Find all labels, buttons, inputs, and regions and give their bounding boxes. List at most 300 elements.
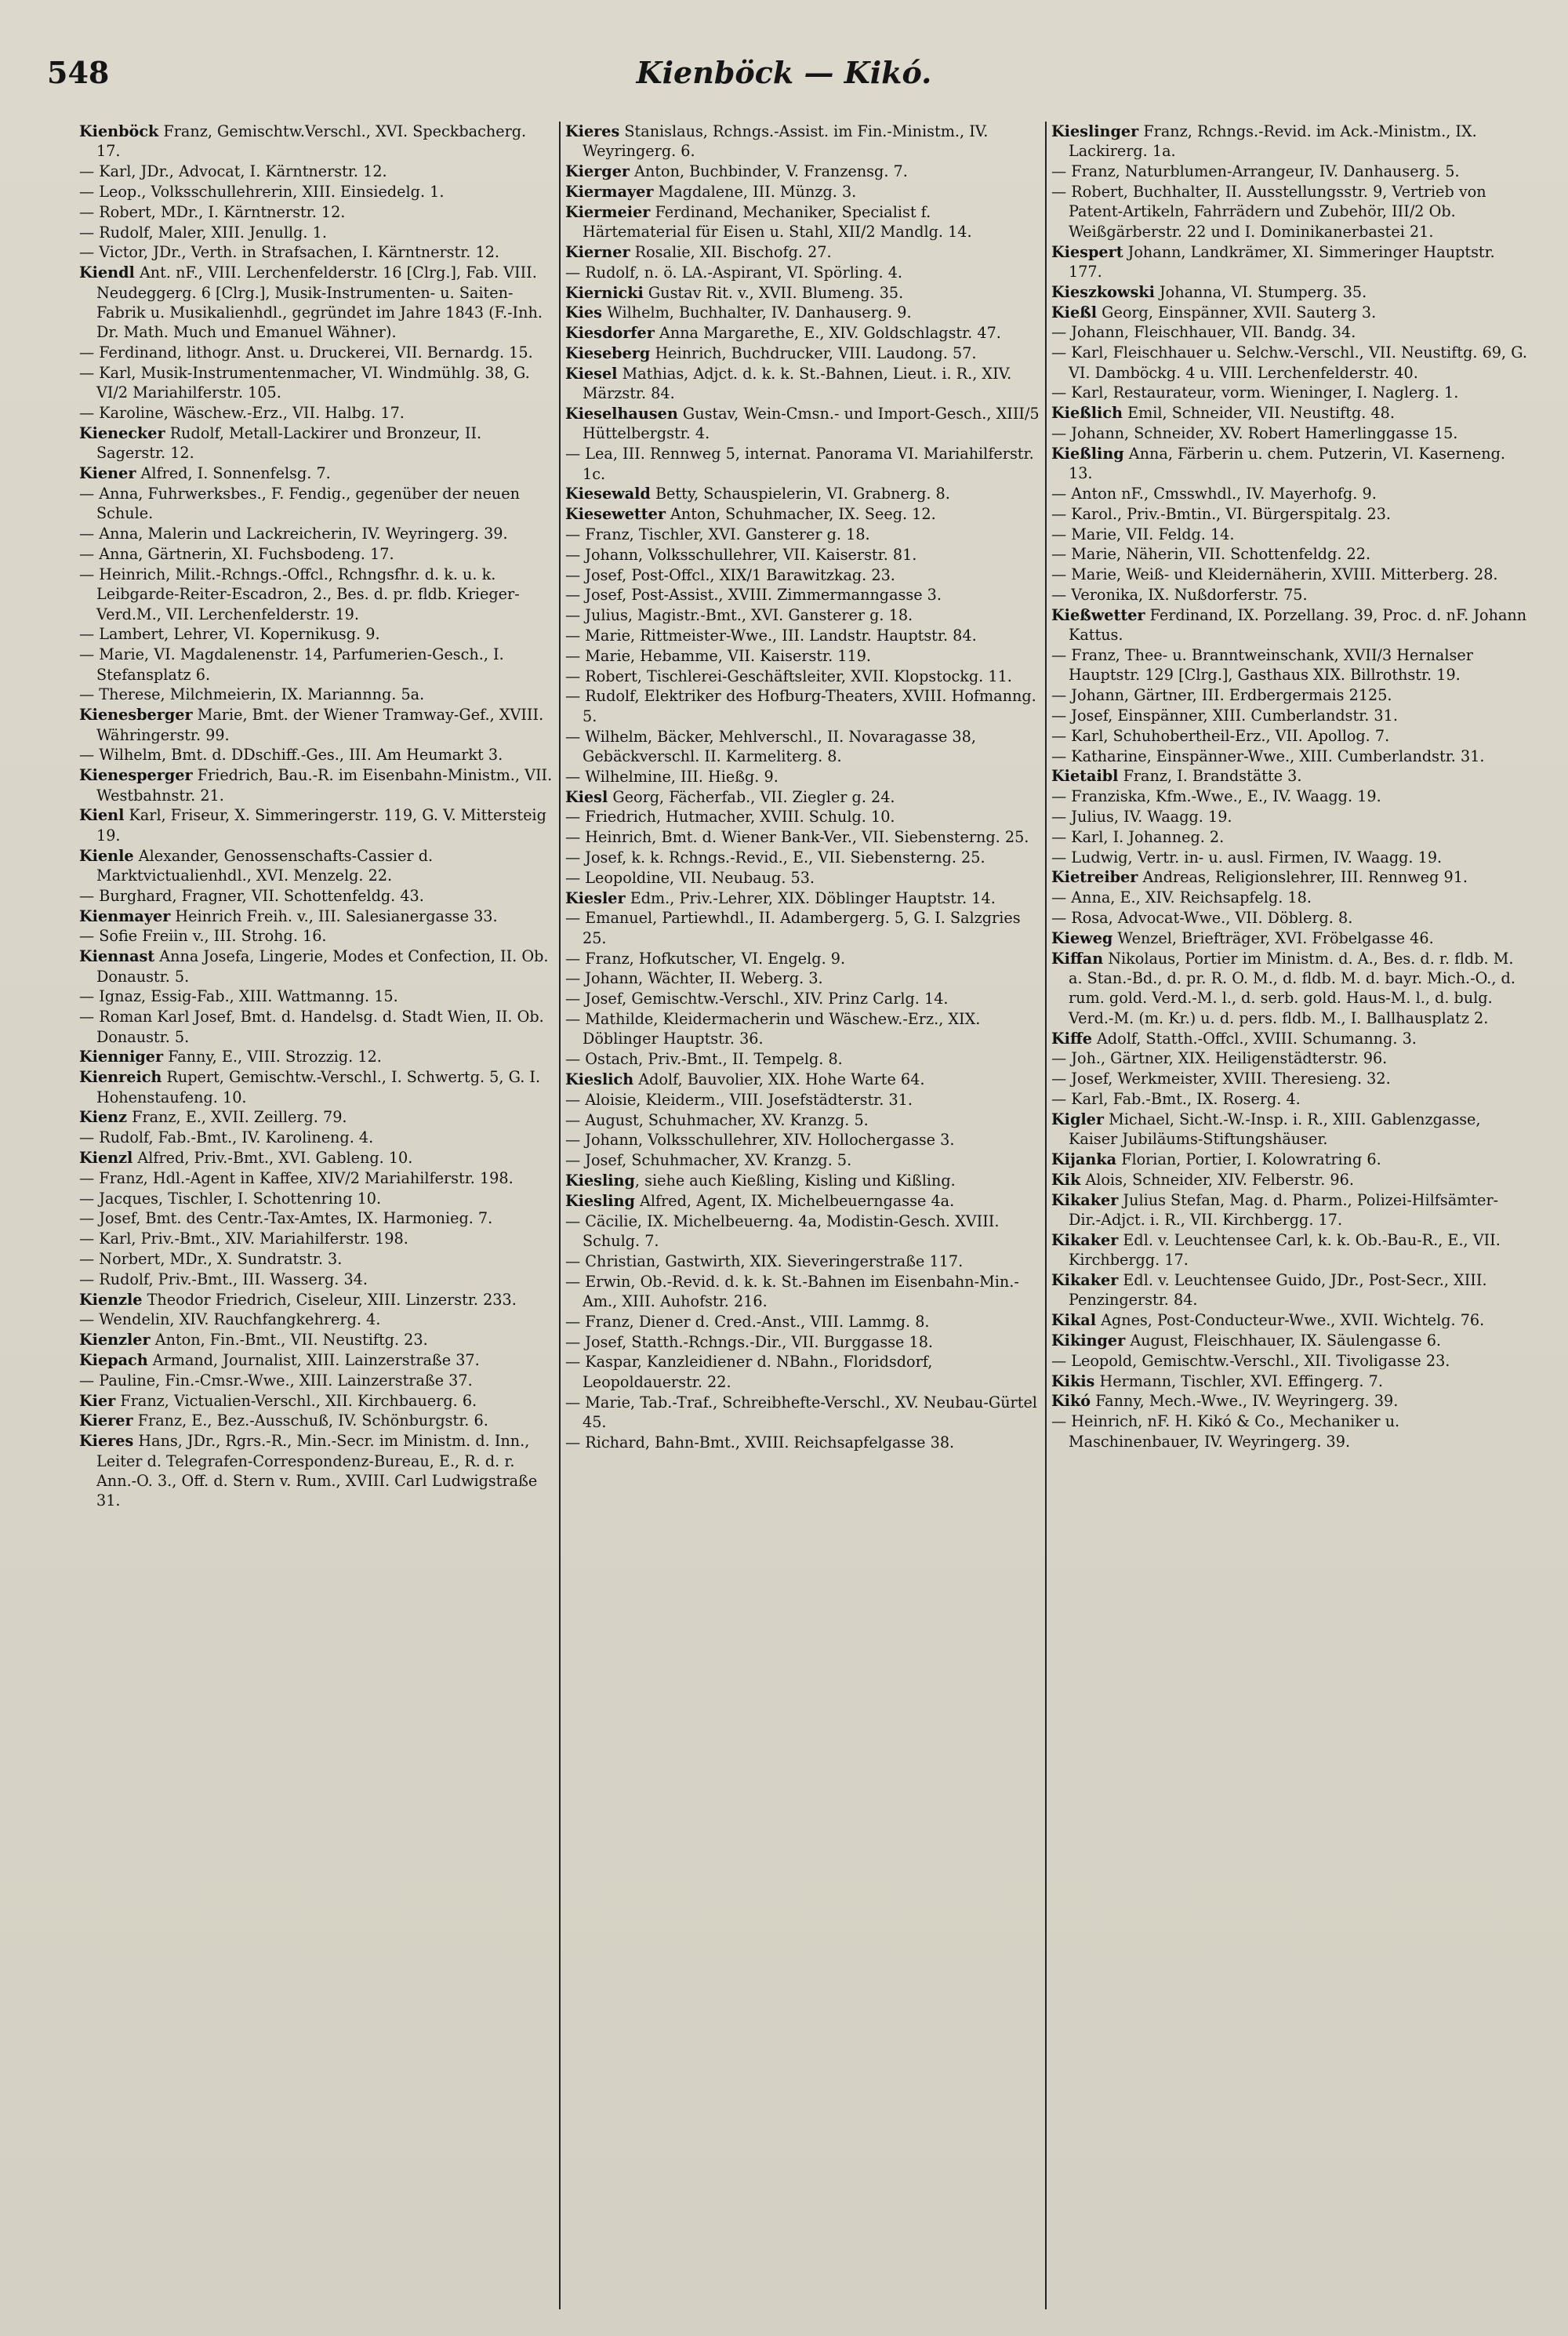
- entry-details: — Franz, Thee- u. Branntweinschank, XVII/3 Hernalser Hauptstr. 129 [Clrg.], Gasthaus XIX. Billrothstr. 19.: [1051, 645, 1473, 685]
- directory-entry: [1051, 766, 1528, 786]
- directory-entry: [565, 848, 1040, 867]
- directory-entry: [1051, 1110, 1528, 1150]
- directory-entry: [79, 805, 554, 845]
- directory-entry: [1051, 706, 1528, 725]
- directory-entry: [565, 807, 1040, 827]
- entry-details: — Marie, Rittmeister-Wwe., III. Landstr. Hauptstr. 84.: [565, 626, 977, 645]
- entry-details: — Ostach, Priv.-Bmt., II. Tempelg. 8.: [565, 1050, 843, 1069]
- directory-entry: [79, 544, 554, 564]
- entry-details: Wilhelm, Buchhalter, IV. Danhauserg. 9.: [601, 303, 912, 322]
- entry-surname: Kieselhausen: [565, 404, 678, 423]
- entry-surname: Kienesberger: [79, 706, 193, 725]
- directory-entry: [565, 605, 1040, 625]
- entry-surname: Kienesperger: [79, 766, 193, 785]
- directory-entry: [1051, 1371, 1528, 1391]
- entry-details: — Ignaz, Essig-Fab., XIII. Wattmanng. 15.: [79, 987, 398, 1006]
- entry-details: — Franz, Tischler, XVI. Gansterer g. 18.: [565, 525, 870, 543]
- entry-details: — Anna, Fuhrwerksbes., F. Fendig., gegenüber der neuen Schule.: [79, 485, 520, 523]
- entry-details: Alfred, Priv.-Bmt., XVI. Gableng. 10.: [132, 1149, 413, 1167]
- entry-surname: Kiffe: [1051, 1029, 1092, 1048]
- entry-surname: Kienl: [79, 806, 125, 825]
- directory-entry: [565, 1352, 1040, 1392]
- entry-details: Gustav, Wein-Cmsn.- und Import-Gesch., XIII/5 Hüttelbergstr. 4.: [583, 404, 1040, 443]
- entry-details: — Karl, Restaurateur, vorm. Wieninger, I. Naglerg. 1.: [1051, 383, 1459, 402]
- directory-entry: [79, 263, 554, 343]
- directory-entry: [1051, 1351, 1528, 1371]
- entry-details: Wenzel, Briefträger, XVI. Fröbelgasse 46.: [1112, 928, 1434, 947]
- entry-details: — Anna, Gärtnerin, XI. Fuchsbodeng. 17.: [79, 545, 394, 563]
- entry-columns: [74, 122, 1541, 2309]
- directory-entry: [565, 1150, 1040, 1170]
- directory-entry: [79, 484, 554, 524]
- entry-details: Mathias, Adjct. d. k. k. St.-Bahnen, Lieut. i. R., XIV. Märzstr. 84.: [583, 364, 1012, 403]
- directory-entry: [79, 906, 554, 926]
- entry-details: Theodor Friedrich, Ciseleur, XIII. Linzerstr. 233.: [142, 1290, 517, 1309]
- entry-details: Anna Josefa, Lingerie, Modes et Confection, II. Ob. Donaustr. 5.: [96, 947, 549, 986]
- directory-entry: [79, 1107, 554, 1127]
- directory-entry: [1051, 1391, 1528, 1411]
- entry-details: — Lambert, Lehrer, VI. Kopernikusg. 9.: [79, 625, 380, 644]
- entry-details: Andreas, Religionslehrer, III. Rennweg 91.: [1138, 868, 1468, 887]
- entry-details: — Marie, VI. Magdalenenstr. 14, Parfumerien-Gesch., I. Stefansplatz 6.: [79, 645, 504, 684]
- entry-details: — Erwin, Ob.-Revid. d. k. k. St.-Bahnen im Eisenbahn-Min.-Am., XIII. Auhofstr. 216.: [565, 1272, 1019, 1310]
- entry-details: — Josef, Schuhmacher, XV. Kranzg. 5.: [565, 1151, 852, 1170]
- directory-entry: [79, 403, 554, 423]
- directory-entry: [79, 423, 554, 463]
- directory-entry: [565, 888, 1040, 908]
- entry-details: Franz, I. Brandstätte 3.: [1118, 767, 1302, 786]
- directory-entry: [79, 1411, 554, 1430]
- entry-surname: Kieweg: [1051, 928, 1113, 947]
- directory-entry: [565, 263, 1040, 282]
- entry-details: Edl. v. Leuchtensee Carl, k. k. Ob.-Bau-R., E., VII. Kirchbergg. 17.: [1069, 1230, 1501, 1270]
- entry-details: — Rudolf, Elektriker des Hofburg-Theaters, XVIII. Hofmanng. 5.: [565, 687, 1036, 725]
- directory-entry: [1051, 423, 1528, 443]
- entry-details: — Josef, Post-Assist., XVIII. Zimmermanngasse 3.: [565, 586, 942, 605]
- entry-details: Karl, Friseur, X. Simmeringerstr. 119, G. V. Mittersteig 19.: [96, 806, 546, 845]
- directory-entry: [1051, 1310, 1528, 1330]
- directory-entry: [79, 1310, 554, 1329]
- directory-entry: [565, 908, 1040, 948]
- directory-entry: [565, 968, 1040, 988]
- directory-entry: [79, 1290, 554, 1310]
- entry-details: Michael, Sicht.-W.-Insp. i. R., XIII. Gablenzgasse, Kaiser Jubiläums-Stiftungshäuser.: [1069, 1110, 1481, 1149]
- directory-entry: [79, 1189, 554, 1208]
- entry-details: — Roman Karl Josef, Bmt. d. Handelsg. d. Stadt Wien, II. Ob. Donaustr. 5.: [79, 1008, 544, 1046]
- entry-details: Emil, Schneider, VII. Neustiftg. 48.: [1122, 404, 1395, 423]
- directory-entry: [565, 1272, 1040, 1312]
- entry-details: — Josef, Bmt. des Centr.-Tax-Amtes, IX. Harmonieg. 7.: [79, 1209, 493, 1228]
- entry-details: — Ludwig, Vertr. in- u. ausl. Firmen, IV. Waagg. 19.: [1051, 848, 1443, 866]
- directory-entry: [1051, 685, 1528, 705]
- entry-surname: Kieslinger: [1051, 122, 1139, 140]
- entry-details: — Aloisie, Kleiderm., VIII. Josefstädterstr. 31.: [565, 1090, 913, 1109]
- directory-entry: [79, 1391, 554, 1411]
- entry-details: Georg, Fächerfab., VII. Ziegler g. 24.: [608, 787, 895, 806]
- entry-surname: Kieres: [565, 122, 620, 140]
- entry-surname: Kik: [1051, 1170, 1081, 1189]
- entry-surname: Kiernicki: [565, 283, 644, 302]
- directory-entry: [565, 545, 1040, 565]
- directory-entry: [565, 484, 1040, 503]
- directory-entry: [565, 646, 1040, 666]
- running-head: Kienböck — Kikó.: [636, 55, 932, 90]
- directory-entry: [565, 364, 1040, 404]
- entry-details: — Julius, Magistr.-Bmt., XVI. Gansterer g. 18.: [565, 606, 913, 625]
- entry-surname: Kieslich: [565, 1070, 634, 1088]
- entry-details: — Anna, Malerin und Lackreicherin, IV. Weyringerg. 39.: [79, 525, 508, 543]
- directory-entry: [1051, 242, 1528, 282]
- entry-details: — Franz, Hofkutscher, VI. Engelg. 9.: [565, 949, 846, 968]
- directory-entry: [1051, 122, 1528, 162]
- entry-details: — Katharine, Einspänner-Wwe., XIII. Cumberlandstr. 31.: [1051, 747, 1485, 765]
- directory-entry: [79, 645, 554, 685]
- directory-entry: [565, 827, 1040, 847]
- entry-details: — Karoline, Wäschew.-Erz., VII. Halbg. 17.: [79, 404, 405, 423]
- entry-details: — Burghard, Fragner, VII. Schottenfeldg. 43.: [79, 886, 424, 905]
- directory-entry: [565, 323, 1040, 343]
- entry-surname: Kierner: [565, 243, 630, 261]
- entry-details: Heinrich, Buchdrucker, VIII. Laudong. 57.: [650, 343, 977, 362]
- entry-details: — Norbert, MDr., X. Sundratstr. 3.: [79, 1249, 343, 1268]
- entry-details: — Johann, Volksschullehrer, VII. Kaiserstr. 81.: [565, 545, 917, 564]
- directory-entry: [79, 685, 554, 704]
- entry-details: — Mathilde, Kleidermacherin und Wäschew.-Erz., XIX. Döblinger Hauptstr. 36.: [565, 1009, 981, 1048]
- entry-details: — Rudolf, Maler, XIII. Jenullg. 1.: [79, 223, 327, 242]
- entry-details: — Leopold, Gemischtw.-Verschl., XII. Tivoligasse 23.: [1051, 1351, 1450, 1370]
- entry-details: — Heinrich, Bmt. d. Wiener Bank-Ver., VII. Siebensterng. 25.: [565, 828, 1029, 847]
- entry-surname: Kiennast: [79, 947, 155, 966]
- entry-surname: Kiepach: [79, 1350, 148, 1369]
- entry-details: Fanny, E., VIII. Strozzig. 12.: [163, 1048, 382, 1066]
- directory-entry: [79, 363, 554, 403]
- entry-details: — Leopoldine, VII. Neubaug. 53.: [565, 868, 815, 887]
- entry-details: , siehe auch Kießling, Kisling und Kißling.: [634, 1171, 956, 1190]
- directory-entry: [79, 122, 554, 162]
- entry-details: — Veronika, IX. Nußdorferstr. 75.: [1051, 585, 1308, 604]
- entry-details: — Karol., Priv.-Bmtin., VI. Bürgerspitalg. 23.: [1051, 504, 1392, 523]
- entry-surname: Kier: [79, 1391, 116, 1410]
- directory-entry: [565, 525, 1040, 544]
- entry-surname: Kießl: [1051, 303, 1098, 322]
- entry-details: Stanislaus, Rchngs.-Assist. im Fin.-Ministm., IV. Weyringerg. 6.: [583, 122, 989, 161]
- entry-details: — Heinrich, Milit.-Rchngs.-Offcl., Rchngsfhr. d. k. u. k. Leibgarde-Reiter-Escadron, 2., Bes. d. pr. fldb. Krieger-Verd.M., VII. Lerchenfelderstr. 19.: [79, 565, 520, 623]
- directory-entry: [565, 1332, 1040, 1352]
- directory-entry: [565, 989, 1040, 1008]
- directory-entry: [565, 182, 1040, 202]
- entry-surname: Kiesewald: [565, 485, 651, 503]
- directory-entry: [565, 303, 1040, 322]
- entry-details: Alexander, Genossenschafts-Cassier d. Marktvictualienhdl., XVI. Menzelg. 22.: [96, 846, 434, 885]
- entry-details: Nikolaus, Portier im Ministm. d. A., Bes. d. r. fldb. M. a. Stan.-Bd., d. pr. R. O. M., d. fldb. M. d. bayr. Mich.-O., d. rum. gold. Verd.-M. l., d. serb. gold. Haus-M. l., d. bulg. Verd.-M. (m. Kr.) u. d. pers. fldb. M., I. Ballhausplatz 2.: [1069, 949, 1515, 1027]
- directory-entry: [79, 1249, 554, 1269]
- directory-entry: [1051, 928, 1528, 948]
- entry-details: — Rudolf, Fab.-Bmt., IV. Karolineng. 4.: [79, 1128, 374, 1147]
- page-number: 548: [47, 55, 110, 90]
- directory-entry: [1051, 645, 1528, 685]
- directory-entry: [1051, 1029, 1528, 1048]
- directory-entry: [565, 122, 1040, 162]
- entry-details: — Josef, k. k. Rchngs.-Revid., E., VII. Siebensterng. 25.: [565, 848, 985, 866]
- directory-entry: [1051, 787, 1528, 806]
- entry-details: — Marie, Weiß- und Kleidernäherin, XVIII. Mitterberg. 28.: [1051, 565, 1498, 584]
- directory-entry: [1051, 565, 1528, 584]
- entry-details: Hans, JDr., Rgrs.-R., Min.-Secr. im Ministm. d. Inn., Leiter d. Telegrafen-Correspondenz-Bureau, E., R. d. r. Ann.-O. 3., Off. d. Stern v. Rum., XVIII. Carl Ludwigstraße 31.: [96, 1432, 538, 1510]
- entry-surname: Kijanka: [1051, 1150, 1117, 1168]
- directory-entry: [1051, 504, 1528, 524]
- entry-surname: Kierger: [565, 162, 630, 181]
- entry-details: Marie, Bmt. der Wiener Tramway-Gef., XVIII. Währingerstr. 99.: [96, 706, 544, 744]
- entry-details: Ant. nF., VIII. Lerchenfelderstr. 16 [Clrg.], Fab. VIII. Neudeggerg. 6 [Clrg.], Musik-Instrumenten- u. Saiten-Fabrik u. Musikalienhdl., gegründet im Jahre 1843 (F.-Inh. Dr. Math. Much und Emanuel Wähner).: [96, 263, 543, 342]
- entry-details: — Josef, Einspänner, XIII. Cumberlandstr. 31.: [1051, 706, 1398, 725]
- entry-surname: Kiesler: [565, 888, 626, 907]
- directory-entry: [79, 1128, 554, 1147]
- directory-entry: [1051, 544, 1528, 564]
- directory-entry: [79, 624, 554, 644]
- entry-details: Franz, Gemischtw.Verschl., XVI. Speckbacherg. 17.: [96, 122, 527, 161]
- directory-entry: [565, 1110, 1040, 1130]
- entry-details: — Robert, Buchhalter, II. Ausstellungsstr. 9, Vertrieb von Patent-Artikeln, Fahrrädern und Zubehör, III/2 Ob. Weißgärberstr. 22 und I. Dominikanerbastei 21.: [1051, 183, 1486, 241]
- entry-surname: Kienmayer: [79, 906, 171, 925]
- entry-details: Heinrich Freih. v., III. Salesianergasse 33.: [170, 906, 498, 925]
- entry-details: Adolf, Statth.-Offcl., XVIII. Schumanng. 3.: [1091, 1029, 1417, 1048]
- directory-entry: [79, 1007, 554, 1047]
- entry-details: — Anton nF., Cmsswhdl., IV. Mayerhofg. 9.: [1051, 485, 1377, 503]
- directory-entry: [1051, 1331, 1528, 1350]
- directory-entry: [1051, 1230, 1528, 1270]
- entry-details: Florian, Portier, I. Kolowratring 6.: [1116, 1150, 1381, 1168]
- directory-entry: [565, 202, 1040, 242]
- entry-details: — Marie, VII. Feldg. 14.: [1051, 525, 1235, 543]
- directory-entry: [79, 1148, 554, 1168]
- directory-entry: [79, 162, 554, 181]
- entry-surname: Kieszkowski: [1051, 282, 1155, 301]
- directory-entry: [1051, 343, 1528, 383]
- entry-details: — Lea, III. Rennweg 5, internat. Panorama VI. Mariahilferstr. 1c.: [565, 445, 1034, 483]
- directory-entry: [79, 946, 554, 986]
- directory-entry: [1051, 908, 1528, 928]
- entry-details: — Friedrich, Hutmacher, XVIII. Schulg. 10.: [565, 808, 895, 827]
- entry-details: — Wilhelmine, III. Hießg. 9.: [565, 767, 779, 786]
- directory-entry: [565, 767, 1040, 787]
- entry-details: — Cäcilie, IX. Michelbeuerng. 4a, Modistin-Gesch. XVIII. Schulg. 7.: [565, 1212, 1000, 1250]
- entry-details: — Robert, Tischlerei-Geschäftsleiter, XVII. Klopstockg. 11.: [565, 667, 1012, 685]
- directory-entry: [565, 242, 1040, 262]
- entry-details: — Karl, Fleischhauer u. Selchw.-Verschl., VII. Neustiftg. 69, G. VI. Damböckg. 4 u. VIII. Lerchenfelderstr. 40.: [1051, 343, 1527, 382]
- directory-entry: [79, 1431, 554, 1511]
- directory-entry: [79, 565, 554, 624]
- entry-details: — Kaspar, Kanzleidiener d. NBahn., Floridsdorf, Leopoldauerstr. 22.: [565, 1353, 933, 1391]
- directory-entry: [565, 1171, 1040, 1190]
- directory-entry: [1051, 585, 1528, 605]
- entry-details: Franz, E., Bez.-Ausschuß, IV. Schönburgstr. 6.: [132, 1411, 488, 1430]
- entry-details: Ferdinand, Mechaniker, Specialist f. Härtematerial für Eisen u. Stahl, XII/2 Mandlg. 14.: [583, 202, 972, 242]
- directory-entry: [565, 868, 1040, 888]
- directory-entry: [79, 705, 554, 745]
- directory-entry: [565, 626, 1040, 645]
- entry-surname: Kienzl: [79, 1149, 133, 1167]
- directory-entry: [1051, 1048, 1528, 1068]
- directory-entry: [79, 1067, 554, 1107]
- directory-entry: [1051, 1170, 1528, 1190]
- entry-surname: Kiesdorfer: [565, 324, 655, 343]
- entry-details: Rupert, Gemischtw.-Verschl., I. Schwertg. 5, G. I. Hohenstaufeng. 10.: [96, 1068, 541, 1106]
- entry-details: — Rudolf, n. ö. LA.-Aspirant, VI. Spörling. 4.: [565, 263, 903, 282]
- directory-entry: [565, 1070, 1040, 1089]
- page-header: [47, 55, 1521, 110]
- directory-entry: [79, 986, 554, 1006]
- directory-entry: [565, 404, 1040, 444]
- directory-entry: [79, 1350, 554, 1370]
- entry-details: Adolf, Bauvolier, XIX. Hohe Warte 64.: [633, 1070, 925, 1088]
- entry-details: Anna, Färberin u. chem. Putzerin, VI. Kaserneng. 13.: [1069, 444, 1505, 483]
- entry-surname: Kiffan: [1051, 949, 1104, 968]
- directory-entry: [565, 686, 1040, 726]
- column-3: [1047, 122, 1533, 2309]
- entry-details: — Johann, Wächter, II. Weberg. 3.: [565, 969, 823, 988]
- entry-details: — Josef, Werkmeister, XVIII. Theresieng. 32.: [1051, 1070, 1391, 1088]
- directory-entry: [79, 1047, 554, 1066]
- entry-surname: Kienböck: [79, 122, 159, 140]
- entry-details: — Wilhelm, Bäcker, Mehlverschl., II. Novaragasse 38, Gebäckverschl. II. Karmeliterg. 8.: [565, 727, 976, 765]
- directory-entry: [1051, 605, 1528, 645]
- entry-details: Johann, Landkrämer, XI. Simmeringer Hauptstr. 177.: [1069, 242, 1495, 282]
- entry-details: Franz, E., XVII. Zeillerg. 79.: [127, 1108, 347, 1127]
- entry-surname: Kiener: [79, 464, 136, 483]
- directory-entry: [1051, 848, 1528, 867]
- entry-details: — Johann, Gärtner, III. Erdbergermais 2125.: [1051, 686, 1392, 705]
- directory-entry: [1051, 888, 1528, 907]
- directory-entry: [1051, 1150, 1528, 1169]
- entry-surname: Kies: [565, 303, 602, 322]
- entry-details: — Franziska, Kfm.-Wwe., E., IV. Waagg. 19.: [1051, 787, 1381, 806]
- directory-entry: [565, 667, 1040, 686]
- entry-details: — Marie, Tab.-Traf., Schreibhefte-Verschl., XV. Neubau-Gürtel 45.: [565, 1393, 1037, 1431]
- directory-entry: [79, 1208, 554, 1228]
- entry-surname: Kiespert: [1051, 242, 1123, 261]
- entry-surname: Kikis: [1051, 1371, 1095, 1390]
- entry-details: — Victor, JDr., Verth. in Strafsachen, I. Kärntnerstr. 12.: [79, 243, 500, 262]
- entry-details: Edm., Priv.-Lehrer, XIX. Döblinger Hauptstr. 14.: [625, 888, 996, 907]
- entry-surname: Kiendl: [79, 263, 135, 282]
- entry-details: Rudolf, Metall-Lackirer und Bronzeur, II. Sagerstr. 12.: [96, 424, 482, 463]
- directory-entry: [1051, 827, 1528, 847]
- entry-surname: Kierer: [79, 1411, 133, 1430]
- directory-entry: [565, 1252, 1040, 1271]
- directory-entry: [565, 444, 1040, 484]
- entry-details: — Therese, Milchmeierin, IX. Mariannng. 5a.: [79, 685, 425, 704]
- column-2: [561, 122, 1047, 2309]
- entry-details: Franz, Victualien-Verschl., XII. Kirchbauerg. 6.: [115, 1391, 477, 1410]
- entry-surname: Kiesling: [565, 1191, 635, 1210]
- entry-details: — Johann, Schneider, XV. Robert Hamerlinggasse 15.: [1051, 424, 1458, 442]
- entry-details: — Leop., Volksschullehrerin, XIII. Einsiedelg. 1.: [79, 183, 445, 201]
- entry-details: Edl. v. Leuchtensee Guido, JDr., Post-Secr., XIII. Penzingerstr. 84.: [1069, 1270, 1487, 1310]
- entry-details: — Karl, Fab.-Bmt., IX. Roserg. 4.: [1051, 1089, 1301, 1108]
- entry-surname: Kikaker: [1051, 1270, 1119, 1289]
- entry-surname: Kietaibl: [1051, 767, 1119, 786]
- entry-surname: Kienecker: [79, 424, 165, 442]
- entry-details: Anton, Buchbinder, V. Franzensg. 7.: [630, 162, 908, 181]
- entry-surname: Kießwetter: [1051, 605, 1145, 624]
- directory-entry: [79, 1330, 554, 1350]
- entry-details: — Heinrich, nF. H. Kikó & Co., Mechaniker u. Maschinenbauer, IV. Weyringerg. 39.: [1051, 1412, 1400, 1451]
- directory-entry: [1051, 807, 1528, 827]
- entry-details: — Emanuel, Partiewhdl., II. Adambergerg. 5, G. I. Salzgries 25.: [565, 909, 1021, 947]
- directory-entry: [565, 1312, 1040, 1331]
- directory-entry: [79, 1168, 554, 1188]
- entry-details: Betty, Schauspielerin, VI. Grabnerg. 8.: [650, 485, 950, 503]
- directory-entry: [79, 765, 554, 805]
- directory-entry: [565, 727, 1040, 767]
- directory-entry: [565, 949, 1040, 968]
- entry-details: Agnes, Post-Conducteur-Wwe., XVII. Wichtelg. 76.: [1095, 1311, 1485, 1330]
- entry-details: — Ferdinand, lithogr. Anst. u. Druckerei, VII. Bernardg. 15.: [79, 343, 533, 362]
- entry-surname: Kienniger: [79, 1048, 164, 1066]
- directory-entry: [1051, 444, 1528, 484]
- entry-details: — Wendelin, XIV. Rauchfangkehrerg. 4.: [79, 1310, 381, 1329]
- entry-surname: Kikaker: [1051, 1230, 1119, 1249]
- entry-surname: Kienz: [79, 1108, 128, 1127]
- directory-entry: [79, 223, 554, 242]
- entry-details: Alfred, I. Sonnenfelsg. 7.: [136, 464, 331, 483]
- entry-surname: Kießlich: [1051, 404, 1123, 423]
- entry-surname: Kikaker: [1051, 1190, 1119, 1209]
- entry-details: Magdalene, III. Münzg. 3.: [653, 183, 857, 201]
- entry-surname: Kiermeier: [565, 202, 651, 221]
- entry-details: — Joh., Gärtner, XIX. Heiligenstädterstr. 96.: [1051, 1049, 1388, 1068]
- entry-surname: Kienreich: [79, 1068, 162, 1087]
- entry-details: Fanny, Mech.-Wwe., IV. Weyringerg. 39.: [1091, 1392, 1399, 1411]
- entry-surname: Kikó: [1051, 1392, 1091, 1411]
- entry-details: — Pauline, Fin.-Cmsr.-Wwe., XIII. Lainzerstraße 37.: [79, 1371, 473, 1390]
- directory-entry: [565, 1130, 1040, 1150]
- directory-entry: [1051, 1190, 1528, 1230]
- directory-entry: [1051, 383, 1528, 402]
- directory-entry: [565, 565, 1040, 585]
- entry-details: — August, Schuhmacher, XV. Kranzg. 5.: [565, 1110, 869, 1129]
- column-1: [74, 122, 561, 2309]
- entry-details: — Karl, Schuhobertheil-Erz., VII. Apollog. 7.: [1051, 726, 1390, 745]
- entry-details: Johanna, VI. Stumperg. 35.: [1154, 282, 1367, 301]
- directory-entry: [565, 1393, 1040, 1433]
- directory-entry: [79, 886, 554, 906]
- entry-details: — Josef, Gemischtw.-Verschl., XIV. Prinz Carlg. 14.: [565, 990, 949, 1008]
- entry-details: — Julius, IV. Waagg. 19.: [1051, 807, 1232, 826]
- entry-details: — Karl, Musik-Instrumentenmacher, VI. Windmühlg. 38, G. VI/2 Mariahilferstr. 105.: [79, 364, 530, 402]
- entry-details: — Sofie Freiin v., III. Strohg. 16.: [79, 927, 327, 946]
- entry-details: Anton, Schuhmacher, IX. Seeg. 12.: [665, 505, 936, 524]
- directory-entry: [1051, 726, 1528, 746]
- directory-entry: [1051, 1411, 1528, 1451]
- entry-surname: Kießling: [1051, 444, 1124, 463]
- entry-surname: Kietreiber: [1051, 868, 1138, 887]
- directory-entry: [79, 1270, 554, 1289]
- entry-surname: Kiesel: [565, 364, 618, 383]
- entry-surname: Kiesewetter: [565, 505, 666, 524]
- directory-entry: [565, 1009, 1040, 1049]
- entry-surname: Kikal: [1051, 1311, 1096, 1330]
- entry-surname: Kikinger: [1051, 1331, 1126, 1350]
- directory-entry: [565, 585, 1040, 605]
- directory-entry: [79, 745, 554, 765]
- entry-surname: Kiesl: [565, 787, 608, 806]
- entry-details: Rosalie, XII. Bischofg. 27.: [630, 243, 832, 261]
- directory-entry: [79, 182, 554, 202]
- directory-entry: [565, 162, 1040, 181]
- directory-entry: [565, 1191, 1040, 1211]
- entry-details: Julius Stefan, Mag. d. Pharm., Polizei-Hilfsämter-Dir.-Adjct. i. R., VII. Kirchbergg. 17.: [1069, 1190, 1499, 1229]
